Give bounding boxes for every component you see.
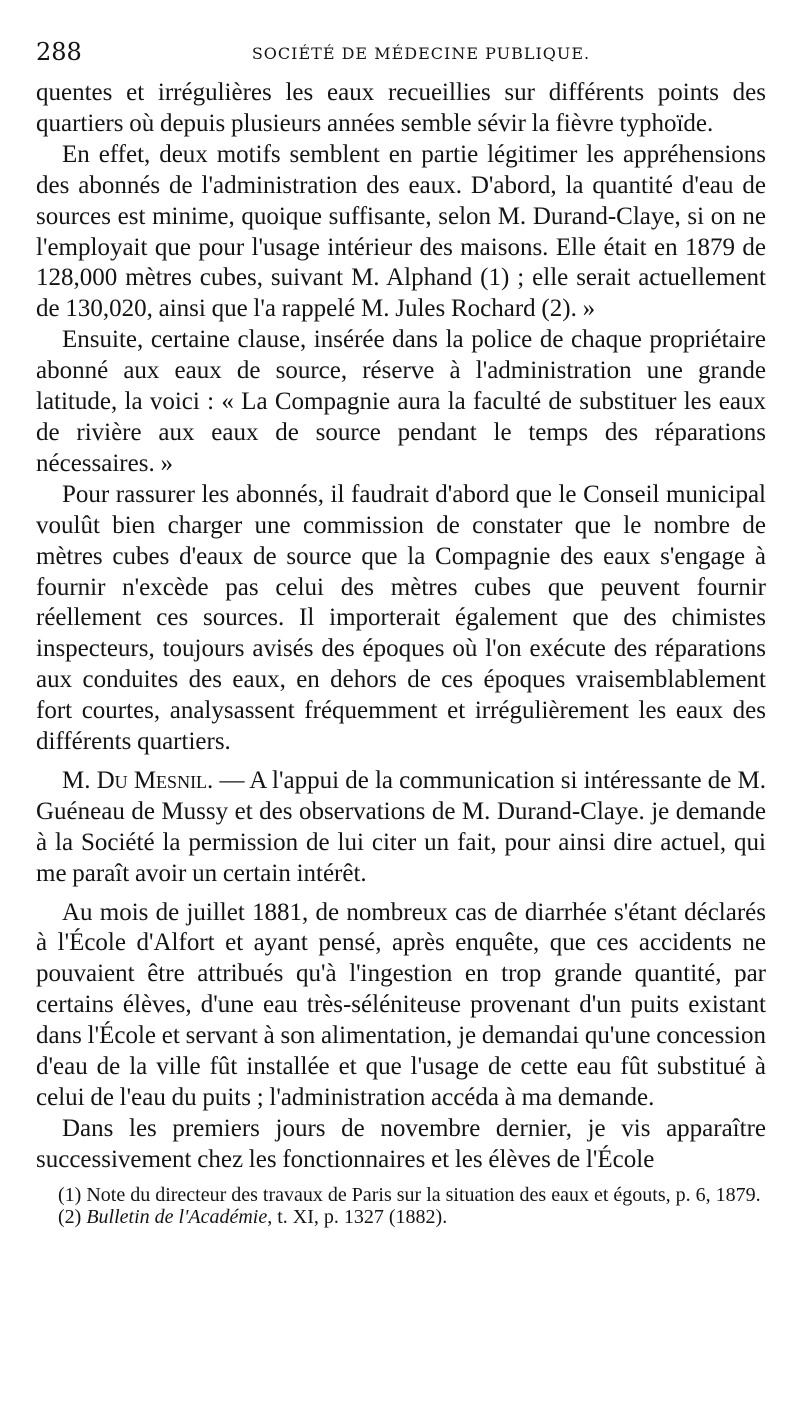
paragraph: Ensuite, certaine clause, insérée dans la police de chaque propriétaire abonné aux eaux de source, réserve à l'administration une grande latitude, la voici : « La Compagnie aura la faculté de substituer les eaux de rivière aux eaux de source pendant le temps des réparations nécessaires. » <box>36 326 766 477</box>
footnote-1: (1) Note du directeur des travaux de Paris sur la situation des eaux et égouts, p. 6, 1879. <box>58 1183 761 1206</box>
running-head: SOCIÉTÉ DE MÉDECINE PUBLIQUE. <box>251 44 591 63</box>
paragraph: Pour rassurer les abonnés, il faudrait d'abord que le Conseil municipal voulût bien charger une commission de constater que le nombre de mètres cubes d'eaux de source que la Compagnie des eaux s'engage à fournir n'excède pas celui des mètres cubes que peuvent fournir réellement ces sources. Il importerait également que des chimistes inspecteurs, toujours avisés des époques où l'on exécute des réparations aux conduites des eaux, en dehors de ces époques vraisemblablement fort courtes, analysassent fréquemment et irrégulièrement les eaux des différents quartiers. <box>36 480 766 756</box>
book-page <box>36 38 766 1383</box>
paragraph: Au mois de juillet 1881, de nombreux cas de diarrhée s'étant déclarés à l'École d'Alfort et ayant pensé, après enquête, que ces accidents ne pouvaient être attribués qu'à l'ingestion en trop grande quantité, par certains élèves, d'une eau très-séléniteuse provenant d'un puits existant dans l'École et servant à son alimentation, je demandai qu'une concession d'eau de la ville fût installée et que l'usage de cette eau fût substitué à celui de l'eau du puits ; l'administration accéda à ma demande. <box>36 898 766 1111</box>
paragraph: quentes et irrégulières les eaux recueillies sur différents points des quartiers où depuis plusieurs années semble sévir la fièvre typhoïde. <box>36 79 766 137</box>
footnote-2-title: Bulletin de l'Académie <box>86 1205 268 1228</box>
speaker-paragraph <box>36 766 766 890</box>
paragraph: Dans les premiers jours de novembre dernier, je vis apparaître successivement chez les fonctionnaires et les élèves de l'École <box>36 1114 766 1173</box>
speaker-text: — A l'appui de la communication si intéressante de M. Guéneau de Mussy et des observations de M. Durand-Claye. je demande à la Société la permission de lui citer un fait, pour ainsi dire actuel, qui me paraît avoir un certain intérêt. <box>36 766 766 887</box>
page-header <box>36 38 766 78</box>
footnotes <box>36 1184 766 1228</box>
page-number: 288 <box>36 38 82 66</box>
paragraph: En effet, deux motifs semblent en partie légitimer les appréhensions des abonnés de l'administration des eaux. D'abord, la quantité d'eau de sources est minime, quoique suffisante, selon M. Durand-Claye, si on ne l'employait que pour l'usage intérieur des maisons. Elle était en 1879 de 128,000 mètres cubes, suivant M. Alphand (1) ; elle serait actuellement de 130,020, ainsi que l'a rappelé M. Jules Rochard (2). » <box>36 140 766 323</box>
footnote-2-rest: , t. XI, p. 1327 (1882). <box>267 1205 448 1228</box>
speaker-name: M. Du Mesnil. <box>62 766 214 794</box>
body-text <box>36 78 766 1176</box>
footnote-2 <box>36 1206 766 1228</box>
footnote-2-marker: (2) <box>58 1205 87 1228</box>
